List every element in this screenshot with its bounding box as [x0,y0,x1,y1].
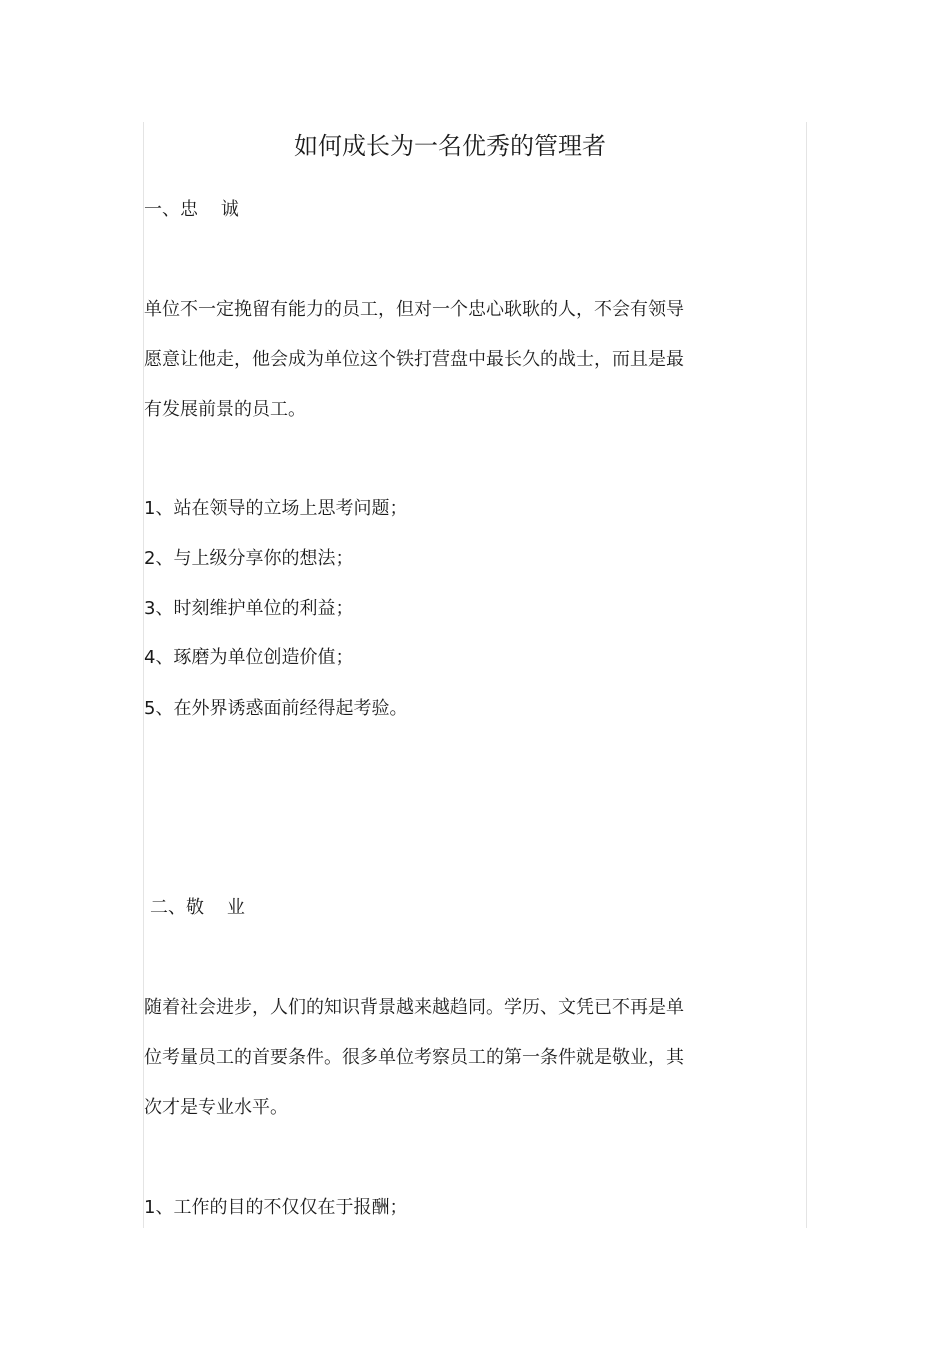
list-item: 2、与上级分享你的想法； [144,548,354,569]
list-item: 1、站在领导的立场上思考问题； [144,498,408,519]
paragraph-line: 愿意让他走，他会成为单位这个铁打营盘中最长久的战士，而且是最 [144,349,684,370]
section-heading-loyalty: 一、忠 诚 [144,199,239,220]
section-heading-dedication: 二、敬 业 [150,897,245,918]
list-item: 5、在外界诱惑面前经得起考验。 [144,698,408,719]
document-title: 如何成长为一名优秀的管理者 [294,132,606,160]
paragraph-line: 次才是专业水平。 [144,1097,288,1118]
paragraph-line: 有发展前景的员工。 [144,399,306,420]
paragraph-line: 位考量员工的首要条件。很多单位考察员工的第一条件就是敬业，其 [144,1047,684,1068]
paragraph-line: 随着社会进步，人们的知识背景越来越趋同。学历、文凭已不再是单 [144,997,684,1018]
page-right-border [806,122,807,1228]
paragraph-line: 单位不一定挽留有能力的员工，但对一个忠心耿耿的人，不会有领导 [144,299,684,320]
list-item: 3、时刻维护单位的利益； [144,598,354,619]
list-item: 4、琢磨为单位创造价值； [144,647,354,668]
list-item: 1、工作的目的不仅仅在于报酬； [144,1197,408,1218]
